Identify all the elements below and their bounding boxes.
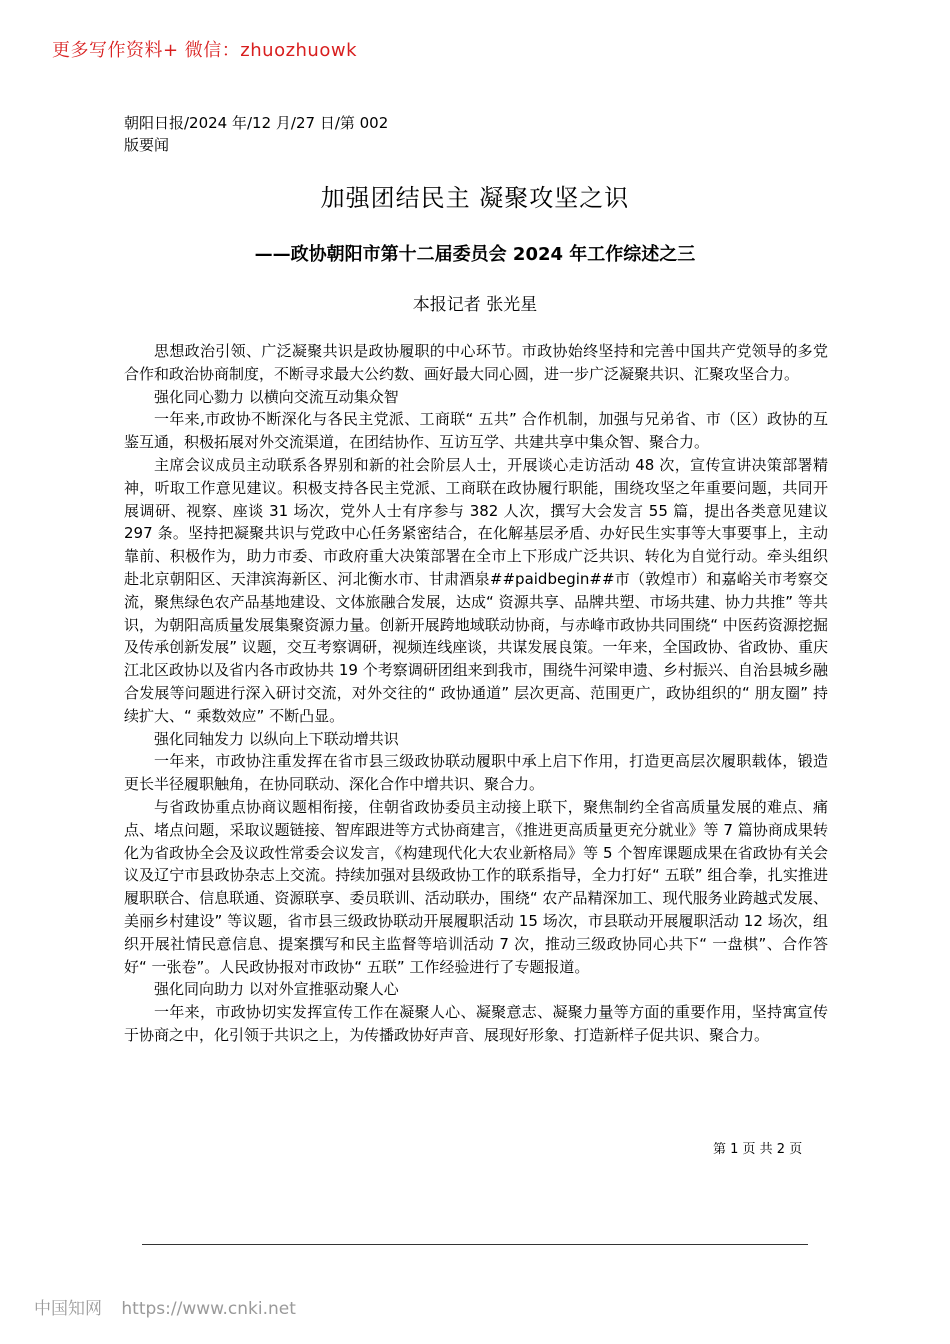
paragraph: 一年来，市政协切实发挥宣传工作在凝聚人心、凝聚意志、凝聚力量等方面的重要作用，坚持寓宣传于协商之中，化引领于共识之上，为传播政协好声音、展现好形象、打造新样子促共识、聚合力。: [124, 1003, 828, 1044]
footer-url[interactable]: https://www.cnki.net: [121, 1299, 296, 1319]
paragraph: 一年来,市政协不断深化与各民主党派、工商联“ 五共” 合作机制，加强与兄弟省、市（区）政协的互鉴互通，积极拓展对外交流渠道，在团结协作、互访互学、共建共享中集众智、聚合力。: [124, 410, 828, 452]
footer-site-name[interactable]: 中国知网: [34, 1299, 102, 1319]
section-heading: 强化同心勠力 以横向交流互动集众智: [154, 387, 399, 406]
article-subtitle: ——政协朝阳市第十二届委员会 2024 年工作综述之三: [254, 244, 696, 265]
article-body: [124, 340, 828, 1047]
footer-divider: [142, 1244, 808, 1245]
article-byline: 本报记者 张光星: [412, 295, 538, 315]
section-heading: 强化同轴发力 以纵向上下联动增共识: [154, 729, 399, 748]
article-title: 加强团结民主 凝聚攻坚之识: [320, 184, 630, 212]
paragraph: 思想政治引领、广泛凝聚共识是政协履职的中心环节。市政协始终坚持和完善中国共产党领导的多党合作和政治协商制度，不断寻求最大公约数、画好最大同心圆，进一步广泛凝聚共识、汇聚攻坚合力。: [124, 342, 828, 383]
source-info: [124, 112, 424, 156]
source-line-2: 版要闻: [124, 136, 170, 154]
section-heading: 强化同向助力 以对外宣推驱动聚人心: [154, 980, 399, 999]
page-indicator: 第 1 页 共 2 页: [713, 1142, 803, 1157]
source-line-1: 朝阳日报/2024 年/12 月/27 日/第 002: [124, 114, 389, 132]
promo-banner[interactable]: 更多写作资料+ 微信：zhuozhuowk: [52, 40, 358, 61]
paragraph: 一年来，市政协注重发挥在省市县三级政协联动履职中承上启下作用，打造更高层次履职载体，锻造更长半径履职触角，在协同联动、深化合作中增共识、聚合力。: [124, 752, 828, 794]
paragraph: 与省政协重点协商议题相衔接，住朝省政协委员主动接上联下，聚焦制约全省高质量发展的难点、痛点、堵点问题，采取议题链接、智库跟进等方式协商建言，《推进更高质量更充分就业》等 7 篇协商成果转化为省政协全会及议政性常委会议发言，《构建现代化大农业新格局》等 5 个智库课题成果在省政协有关会议及辽宁市县政协杂志上交流。持续加强对县级政协工作的联系指导，全力打好“ 五联” 组合拳，扎实推进履职联合、信息联通、资源联享、委员联训、活动联办，围绕“ 农产品精深加工、现代服务业跨越式发展、美丽乡村建设” 等议题，省市县三级政协联动开展履职活动 15 场次，市县联动开展履职活动 12 场次，组织开展社情民意信息、提案撰写和民主监督等培训活动 7 次，推动三级政协同心共下“ 一盘棋”、合作答好“ 一张卷”。人民政协报对市政协“ 五联” 工作经验进行了专题报道。: [124, 797, 828, 976]
paragraph: 主席会议成员主动联系各界别和新的社会阶层人士，开展谈心走访活动 48 次，宣传宣讲决策部署精神，听取工作意见建议。积极支持各民主党派、工商联在政协履行职能，围绕攻坚之年重要问题，共同开展调研、视察、座谈 31 场次，党外人士有序参与 382 人次，撰写大会发言 55 篇，提出各类意见建议 297 条。坚持把凝聚共识与党政中心任务紧密结合，在化解基层矛盾、办好民生实事等大事要事上，主动靠前、积极作为，助力市委、市政府重大决策部署在全市上下形成广泛共识、转化为自觉行动。牵头组织赴北京朝阳区、天津滨海新区、河北衡水市、甘肃酒泉##paidbegin##市（敦煌市）和嘉峪关市考察交流，聚焦绿色农产品基地建设、文体旅融合发展，达成“ 资源共享、品牌共塑、市场共建、协力共推” 等共识，为朝阳高质量发展集聚资源力量。创新开展跨地域联动协商，与赤峰市政协共同围绕“ 中医药资源挖掘及传承创新发展” 议题，交互考察调研，视频连线座谈，共谋发展良策。一年来，全国政协、省政协、重庆江北区政协以及省内各市政协共 19 个考察调研团组来到我市，围绕牛河梁申遗、乡村振兴、自治县城乡融合发展等问题进行深入研讨交流，对外交往的“ 政协通道” 层次更高、范围更广，政协组织的“ 朋友圈” 持续扩大、“ 乘数效应” 不断凸显。: [124, 455, 828, 725]
footer: [34, 1294, 296, 1319]
